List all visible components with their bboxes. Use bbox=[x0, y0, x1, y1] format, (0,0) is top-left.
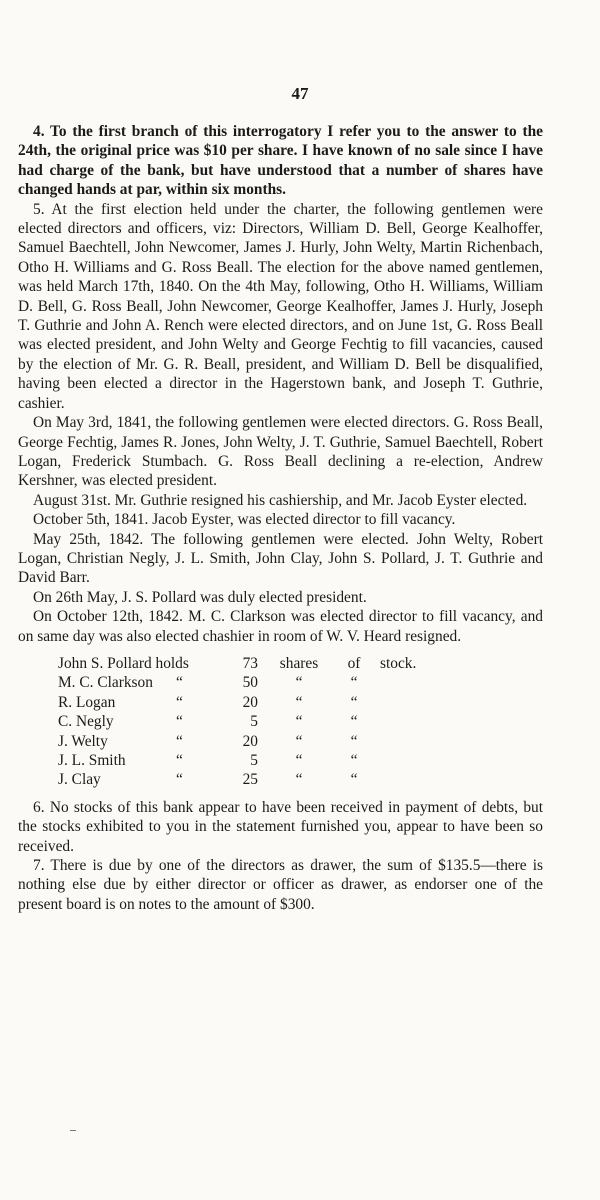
holder-name: R. Logan bbox=[58, 693, 116, 711]
pollard-president-paragraph: On 26th May, J. S. Pollard was duly elected president. bbox=[33, 588, 367, 606]
ditto-mark: “ bbox=[350, 713, 358, 731]
document-body bbox=[18, 122, 543, 914]
ditto-mark: “ bbox=[350, 732, 358, 750]
answer-6-paragraph: 6. No stocks of this bank appear to have been received in payment of debts, but the stocks exhibited to you in the statement furnished you, appear to have been so received. bbox=[18, 798, 543, 855]
answer-7-paragraph: 7. There is due by one of the directors as drawer, the sum of $135.5—there is nothing else due by either director or officer as drawer, as endorser one of the present board is on notes to the amount of $300. bbox=[18, 857, 543, 913]
ditto-mark: “ bbox=[350, 752, 358, 769]
ditto-mark: “ bbox=[176, 771, 183, 789]
answer-5-paragraph: 5. At the first election held under the charter, the following gentlemen were elected directors and officers, viz: Directors, William D. Bell, George Kealhoffer, Samuel Baechtell, John Newcomer, James J. Hurly, John Welty, Martin Richenbach, Otho H. Williams and G. Ross Beall. The election for the above named gentlemen, was held March 17th, 1840. On the 4th May, following, Otho H. Williams, William D. Bell, G. Ross Beall, John Newcomer, George Kealhoffer, James J. Hurly, Joseph T. Guthrie and John A. Rench were elected directors, and on June 1st, G. Ross Beall was elected president, and John Welty and George Fechtig to fill vacancies, caused by the election of Mr. G. R. Beall, president, and William D. Bell be disqualified, having been elected a director in the Hagerstown bank, and Joseph T. Guthrie, cashier. bbox=[18, 200, 543, 412]
ditto-mark: “ bbox=[176, 752, 183, 769]
holding-row bbox=[58, 712, 430, 731]
answer-4-paragraph: 4. To the first branch of this interrogatory I refer you to the answer to the 24th, the original price was $10 per share. I have known of no sale since I have had charge of the bank, but have understood that a number of shares have changed hands at par, within six months. bbox=[18, 123, 543, 199]
ditto-mark: “ bbox=[295, 674, 303, 692]
holding-row bbox=[58, 673, 430, 692]
holder-name: M. C. Clarkson bbox=[58, 674, 153, 692]
ditto-mark: “ bbox=[295, 693, 303, 711]
election-1841-paragraph: On May 3rd, 1841, the following gentlemen were elected directors. G. Ross Beall, George Fechtig, James R. Jones, John Welty, J. T. Guthrie, Samuel Baechtell, Robert Logan, Frederick Stumbach. G. Ross Beall declining a re-election, Andrew Kershner, was elected president. bbox=[18, 414, 543, 490]
ditto-mark: “ bbox=[295, 771, 303, 789]
ditto-mark: “ bbox=[295, 713, 303, 731]
share-count: 5 bbox=[250, 713, 258, 731]
footer-mark bbox=[70, 1130, 76, 1131]
ditto-mark: “ bbox=[350, 771, 358, 789]
page-number: 47 bbox=[291, 84, 309, 103]
ditto-mark: “ bbox=[176, 674, 183, 692]
ditto-mark: “ bbox=[176, 713, 183, 731]
guthrie-resignation-paragraph: August 31st. Mr. Guthrie resigned his cashiership, and Mr. Jacob Eyster elected. bbox=[33, 491, 528, 509]
holds-word: holds bbox=[155, 654, 189, 672]
ditto-mark: “ bbox=[176, 732, 183, 750]
election-1842-paragraph: May 25th, 1842. The following gentlemen were elected. John Welty, Robert Logan, Christian Negly, J. L. Smith, John Clay, John S. Pollard, J. T. Guthrie and David Barr. bbox=[18, 530, 543, 587]
holding-row bbox=[58, 751, 430, 770]
share-count: 73 bbox=[242, 654, 258, 672]
shares-word: shares bbox=[279, 654, 319, 672]
ditto-mark: “ bbox=[295, 752, 303, 769]
holding-row bbox=[58, 693, 430, 712]
ditto-mark: “ bbox=[350, 693, 358, 711]
share-count: 20 bbox=[242, 732, 258, 750]
ditto-mark: “ bbox=[350, 674, 358, 692]
holder-name: J. Welty bbox=[58, 732, 108, 750]
share-count: 50 bbox=[242, 674, 258, 692]
holding-row bbox=[58, 770, 430, 789]
share-count: 20 bbox=[242, 693, 258, 711]
share-count: 25 bbox=[242, 771, 258, 789]
share-count: 5 bbox=[250, 752, 258, 769]
clarkson-election-paragraph: On October 12th, 1842. M. C. Clarkson was elected director to fill vacancy, and on same day was also elected chashier in room of W. V. Heard resigned. bbox=[18, 608, 543, 645]
holder-name: C. Negly bbox=[58, 713, 114, 731]
ditto-mark: “ bbox=[295, 732, 303, 750]
eyster-election-paragraph: October 5th, 1841. Jacob Eyster, was elected director to fill vacancy. bbox=[33, 511, 456, 529]
of-word: of bbox=[347, 654, 361, 672]
holder-name: J. Clay bbox=[58, 771, 101, 789]
stock-holdings-table bbox=[58, 654, 430, 790]
holder-name: John S. Pollard bbox=[58, 654, 152, 672]
stock-word: stock. bbox=[380, 654, 417, 672]
holding-row bbox=[58, 654, 430, 673]
ditto-mark: “ bbox=[176, 693, 183, 711]
holder-name: J. L. Smith bbox=[58, 752, 126, 769]
holding-row bbox=[58, 732, 430, 751]
